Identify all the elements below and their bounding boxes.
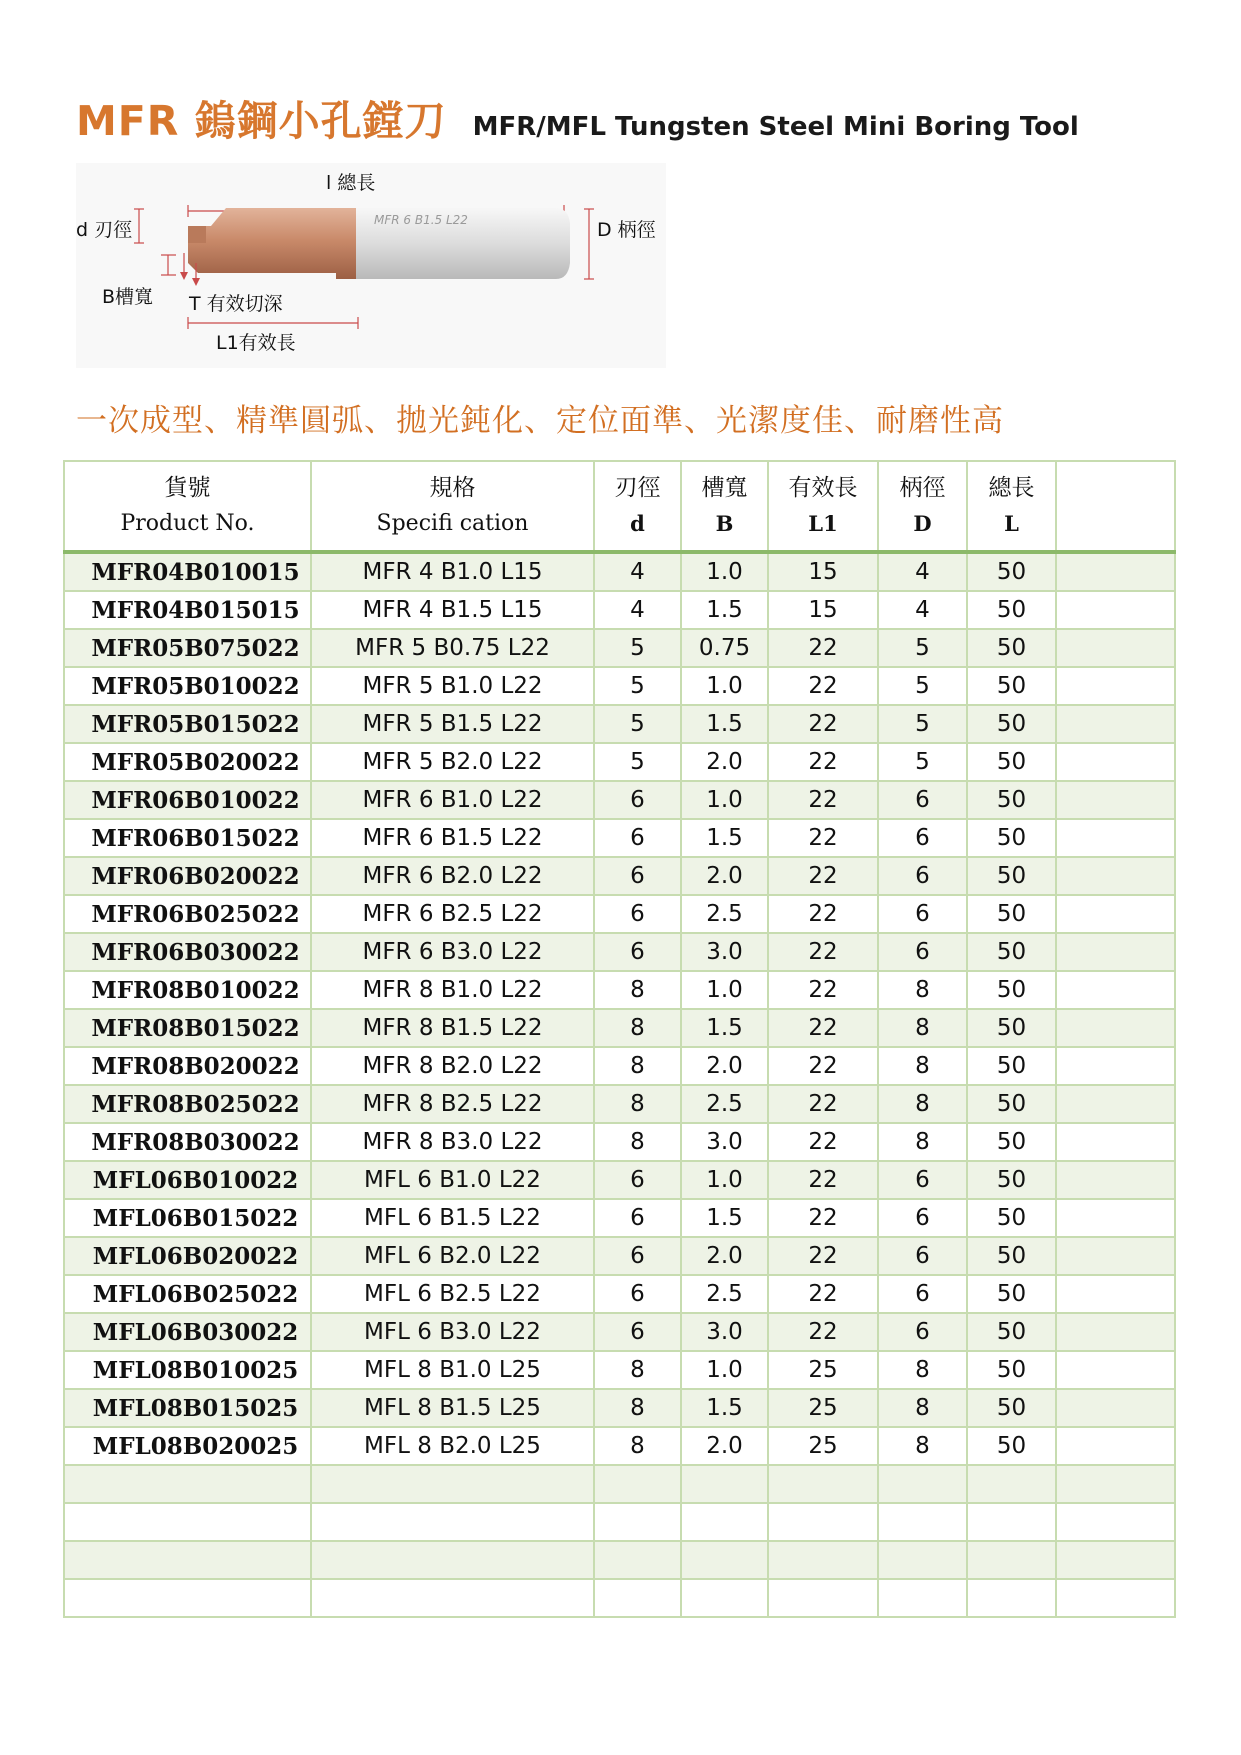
table-row	[64, 1199, 1175, 1237]
cell-specification: MFL 6 B1.5 L22	[311, 1199, 594, 1237]
cell-d: 6	[594, 1199, 681, 1237]
label-cutting-diameter: d 刃徑	[76, 219, 133, 241]
cell-d: 6	[594, 1161, 681, 1199]
cell-product-no: MFR06B015022	[64, 819, 311, 857]
cell-extra	[1056, 1465, 1175, 1503]
cell-product-no	[64, 1465, 311, 1503]
cell-specification: MFL 6 B2.0 L22	[311, 1237, 594, 1275]
cell-l1: 15	[768, 552, 878, 591]
cell-b	[681, 1579, 768, 1617]
cell-shank-d: 8	[878, 1427, 967, 1465]
cell-b: 1.5	[681, 705, 768, 743]
cell-l: 50	[967, 705, 1056, 743]
cell-shank-d: 5	[878, 743, 967, 781]
table-row	[64, 705, 1175, 743]
cell-extra	[1056, 1275, 1175, 1313]
cell-shank-d: 6	[878, 1237, 967, 1275]
cell-specification: MFR 6 B1.0 L22	[311, 781, 594, 819]
cell-product-no: MFR06B010022	[64, 781, 311, 819]
cell-d: 8	[594, 1351, 681, 1389]
cell-specification: MFR 8 B3.0 L22	[311, 1123, 594, 1161]
cell-l1	[768, 1465, 878, 1503]
cell-l: 50	[967, 781, 1056, 819]
table-row	[64, 1237, 1175, 1275]
cell-product-no: MFR04B010015	[64, 552, 311, 591]
cell-l: 50	[967, 1427, 1056, 1465]
cell-b: 2.5	[681, 1275, 768, 1313]
cell-product-no: MFR05B075022	[64, 629, 311, 667]
cell-specification: MFR 6 B2.0 L22	[311, 857, 594, 895]
cell-specification: MFR 4 B1.5 L15	[311, 591, 594, 629]
cell-b: 3.0	[681, 933, 768, 971]
cell-d: 8	[594, 1009, 681, 1047]
table-row	[64, 1123, 1175, 1161]
cell-product-no: MFL06B020022	[64, 1237, 311, 1275]
cell-shank-d: 6	[878, 933, 967, 971]
cell-l: 50	[967, 591, 1056, 629]
cell-extra	[1056, 1047, 1175, 1085]
cell-specification: MFR 5 B2.0 L22	[311, 743, 594, 781]
cell-extra	[1056, 591, 1175, 629]
cell-product-no: MFR05B020022	[64, 743, 311, 781]
cell-shank-d: 6	[878, 1199, 967, 1237]
cell-b: 2.0	[681, 1047, 768, 1085]
table-header-row	[64, 461, 1175, 552]
table-row	[64, 1351, 1175, 1389]
cell-l: 50	[967, 1085, 1056, 1123]
cell-extra	[1056, 1389, 1175, 1427]
cell-d: 6	[594, 819, 681, 857]
cell-b: 1.5	[681, 591, 768, 629]
cell-d: 5	[594, 667, 681, 705]
label-effective-length: L1有效長	[216, 332, 296, 354]
tool-dimension-diagram	[76, 163, 666, 368]
cell-shank-d: 5	[878, 629, 967, 667]
cell-shank-d: 6	[878, 1313, 967, 1351]
cell-product-no: MFL08B015025	[64, 1389, 311, 1427]
table-row	[64, 552, 1175, 591]
cell-l	[967, 1503, 1056, 1541]
cell-shank-d: 8	[878, 1047, 967, 1085]
cell-b: 0.75	[681, 629, 768, 667]
cell-shank-d: 6	[878, 781, 967, 819]
cell-shank-d: 5	[878, 667, 967, 705]
cell-extra	[1056, 1579, 1175, 1617]
cell-l: 50	[967, 933, 1056, 971]
cell-shank-d	[878, 1503, 967, 1541]
cell-b: 1.0	[681, 1351, 768, 1389]
cell-d	[594, 1465, 681, 1503]
cell-specification: MFL 8 B1.5 L25	[311, 1389, 594, 1427]
cell-specification	[311, 1541, 594, 1579]
header-overall-length: 總長 L	[967, 461, 1056, 552]
cell-l: 50	[967, 1047, 1056, 1085]
cell-d	[594, 1579, 681, 1617]
cell-product-no	[64, 1579, 311, 1617]
cell-shank-d: 4	[878, 591, 967, 629]
cell-specification: MFR 5 B1.0 L22	[311, 667, 594, 705]
cell-extra	[1056, 1541, 1175, 1579]
cell-l1: 25	[768, 1427, 878, 1465]
cell-specification	[311, 1579, 594, 1617]
cell-specification: MFR 5 B0.75 L22	[311, 629, 594, 667]
cell-d: 5	[594, 743, 681, 781]
cell-b: 1.0	[681, 667, 768, 705]
table-body	[64, 552, 1175, 1617]
table-row	[64, 857, 1175, 895]
cell-shank-d	[878, 1465, 967, 1503]
cell-product-no: MFL06B010022	[64, 1161, 311, 1199]
cell-l: 50	[967, 1161, 1056, 1199]
cell-specification: MFR 8 B1.5 L22	[311, 1009, 594, 1047]
cell-l1: 22	[768, 1313, 878, 1351]
cell-extra	[1056, 819, 1175, 857]
table-row	[64, 1275, 1175, 1313]
cell-l: 50	[967, 1351, 1056, 1389]
title-english: MFR/MFL Tungsten Steel Mini Boring Tool	[472, 112, 1079, 142]
cell-product-no	[64, 1503, 311, 1541]
table-row	[64, 743, 1175, 781]
cell-d: 4	[594, 591, 681, 629]
cell-l1: 22	[768, 1161, 878, 1199]
cell-shank-d: 6	[878, 1161, 967, 1199]
cell-l: 50	[967, 1313, 1056, 1351]
table-row	[64, 1465, 1175, 1503]
cell-extra	[1056, 1237, 1175, 1275]
cell-l: 50	[967, 895, 1056, 933]
cell-l: 50	[967, 629, 1056, 667]
cell-d	[594, 1541, 681, 1579]
cell-l: 50	[967, 1199, 1056, 1237]
cell-extra	[1056, 705, 1175, 743]
cell-product-no: MFR06B020022	[64, 857, 311, 895]
cell-extra	[1056, 1199, 1175, 1237]
cell-b	[681, 1465, 768, 1503]
cell-l1: 22	[768, 819, 878, 857]
cell-product-no: MFR06B025022	[64, 895, 311, 933]
cell-b: 1.5	[681, 1389, 768, 1427]
cell-extra	[1056, 1351, 1175, 1389]
cell-l1	[768, 1579, 878, 1617]
cell-shank-d: 5	[878, 705, 967, 743]
table-row	[64, 629, 1175, 667]
cell-specification: MFL 8 B2.0 L25	[311, 1427, 594, 1465]
cell-l1: 22	[768, 667, 878, 705]
cell-shank-d: 6	[878, 819, 967, 857]
table-row	[64, 1085, 1175, 1123]
cell-specification: MFR 6 B1.5 L22	[311, 819, 594, 857]
table-row	[64, 781, 1175, 819]
cell-b: 1.0	[681, 781, 768, 819]
table-row	[64, 1009, 1175, 1047]
cell-extra	[1056, 629, 1175, 667]
cell-l: 50	[967, 552, 1056, 591]
cell-b: 3.0	[681, 1313, 768, 1351]
shank-engraving: MFR 6 B1.5 L22	[374, 213, 468, 227]
cell-l1: 22	[768, 1275, 878, 1313]
cell-l: 50	[967, 1237, 1056, 1275]
cell-b: 2.5	[681, 895, 768, 933]
cell-product-no: MFL06B025022	[64, 1275, 311, 1313]
cell-l: 50	[967, 667, 1056, 705]
cell-shank-d: 8	[878, 1123, 967, 1161]
cell-l: 50	[967, 743, 1056, 781]
cell-l1: 22	[768, 781, 878, 819]
cell-shank-d: 6	[878, 895, 967, 933]
header-groove-width: 槽寬 B	[681, 461, 768, 552]
cell-d: 8	[594, 1085, 681, 1123]
cell-b	[681, 1541, 768, 1579]
cell-b: 1.0	[681, 552, 768, 591]
cell-product-no: MFR08B010022	[64, 971, 311, 1009]
table-row	[64, 1503, 1175, 1541]
cell-l1: 22	[768, 857, 878, 895]
cell-l: 50	[967, 971, 1056, 1009]
header-product-no: 貨號 Product No.	[64, 461, 311, 552]
cell-specification: MFL 6 B2.5 L22	[311, 1275, 594, 1313]
cell-extra	[1056, 743, 1175, 781]
cell-shank-d: 8	[878, 971, 967, 1009]
cell-d: 6	[594, 1275, 681, 1313]
cell-specification	[311, 1503, 594, 1541]
cell-d: 6	[594, 933, 681, 971]
table-row	[64, 971, 1175, 1009]
cell-d	[594, 1503, 681, 1541]
cell-product-no: MFL06B015022	[64, 1199, 311, 1237]
cell-l: 50	[967, 857, 1056, 895]
label-shank-diameter: D 柄徑	[597, 219, 656, 241]
cell-shank-d: 6	[878, 1275, 967, 1313]
label-cutting-depth: T 有效切深	[189, 293, 283, 315]
cell-extra	[1056, 971, 1175, 1009]
cell-specification: MFL 6 B3.0 L22	[311, 1313, 594, 1351]
cell-shank-d: 6	[878, 857, 967, 895]
cell-d: 8	[594, 1123, 681, 1161]
cell-b: 1.5	[681, 819, 768, 857]
cell-shank-d: 4	[878, 552, 967, 591]
cell-specification: MFL 8 B1.0 L25	[311, 1351, 594, 1389]
cell-l	[967, 1541, 1056, 1579]
header-specification: 規格 Specifi cation	[311, 461, 594, 552]
spec-table	[63, 460, 1176, 1618]
table-row	[64, 591, 1175, 629]
cell-l1: 22	[768, 895, 878, 933]
cell-specification: MFR 5 B1.5 L22	[311, 705, 594, 743]
table-row	[64, 667, 1175, 705]
cell-extra	[1056, 857, 1175, 895]
cell-b: 1.5	[681, 1009, 768, 1047]
cell-d: 8	[594, 1427, 681, 1465]
label-groove-width: B槽寬	[102, 286, 154, 308]
cell-shank-d: 8	[878, 1009, 967, 1047]
cell-specification: MFR 8 B2.5 L22	[311, 1085, 594, 1123]
cell-l1: 22	[768, 1123, 878, 1161]
cell-l1: 22	[768, 1009, 878, 1047]
cell-product-no: MFL08B020025	[64, 1427, 311, 1465]
cell-specification: MFR 8 B2.0 L22	[311, 1047, 594, 1085]
cell-extra	[1056, 1085, 1175, 1123]
cell-product-no: MFR08B015022	[64, 1009, 311, 1047]
cell-d: 8	[594, 1047, 681, 1085]
table-row	[64, 933, 1175, 971]
cell-l1: 15	[768, 591, 878, 629]
cell-l1: 22	[768, 971, 878, 1009]
cell-d: 6	[594, 895, 681, 933]
cell-specification: MFR 6 B3.0 L22	[311, 933, 594, 971]
cell-l	[967, 1465, 1056, 1503]
cell-b: 1.0	[681, 1161, 768, 1199]
cell-d: 6	[594, 1313, 681, 1351]
cell-d: 6	[594, 781, 681, 819]
cell-d: 4	[594, 552, 681, 591]
cell-d: 8	[594, 971, 681, 1009]
page-title	[76, 88, 1079, 144]
cell-specification: MFR 4 B1.0 L15	[311, 552, 594, 591]
cell-shank-d: 8	[878, 1085, 967, 1123]
cell-b: 2.0	[681, 1427, 768, 1465]
cell-product-no: MFR06B030022	[64, 933, 311, 971]
cell-extra	[1056, 1427, 1175, 1465]
cell-d: 6	[594, 1237, 681, 1275]
cell-l1: 22	[768, 1237, 878, 1275]
table-row	[64, 1427, 1175, 1465]
table-row	[64, 1389, 1175, 1427]
cell-extra	[1056, 933, 1175, 971]
cell-d: 5	[594, 629, 681, 667]
cell-product-no: MFR04B015015	[64, 591, 311, 629]
cell-l: 50	[967, 1009, 1056, 1047]
cell-extra	[1056, 1161, 1175, 1199]
cell-extra	[1056, 667, 1175, 705]
cell-extra	[1056, 1503, 1175, 1541]
cell-product-no: MFR05B015022	[64, 705, 311, 743]
cell-specification	[311, 1465, 594, 1503]
table-row	[64, 1313, 1175, 1351]
cell-extra	[1056, 552, 1175, 591]
cell-product-no: MFR08B030022	[64, 1123, 311, 1161]
cell-extra	[1056, 1313, 1175, 1351]
table-row	[64, 1541, 1175, 1579]
cell-extra	[1056, 781, 1175, 819]
header-effective-length: 有效長 L1	[768, 461, 878, 552]
cell-l	[967, 1579, 1056, 1617]
cell-b: 3.0	[681, 1123, 768, 1161]
cell-extra	[1056, 895, 1175, 933]
cell-l: 50	[967, 1389, 1056, 1427]
cell-shank-d: 8	[878, 1351, 967, 1389]
cell-l1: 22	[768, 1199, 878, 1237]
cell-specification: MFR 8 B1.0 L22	[311, 971, 594, 1009]
cell-d: 5	[594, 705, 681, 743]
cell-b: 1.5	[681, 1199, 768, 1237]
cell-l: 50	[967, 819, 1056, 857]
table-row	[64, 895, 1175, 933]
cell-l1	[768, 1503, 878, 1541]
cell-l1: 25	[768, 1351, 878, 1389]
cell-b: 2.0	[681, 743, 768, 781]
table-row	[64, 819, 1175, 857]
cell-product-no: MFL08B010025	[64, 1351, 311, 1389]
label-overall-length: l 總長	[326, 172, 376, 194]
table-row	[64, 1161, 1175, 1199]
cell-l: 50	[967, 1275, 1056, 1313]
cell-l1: 22	[768, 1085, 878, 1123]
cell-l1: 22	[768, 629, 878, 667]
cell-l1: 22	[768, 743, 878, 781]
cell-specification: MFR 6 B2.5 L22	[311, 895, 594, 933]
cell-product-no: MFR08B025022	[64, 1085, 311, 1123]
cell-product-no: MFR05B010022	[64, 667, 311, 705]
cell-l1: 25	[768, 1389, 878, 1427]
cell-shank-d	[878, 1579, 967, 1617]
cell-d: 6	[594, 857, 681, 895]
cell-product-no: MFL06B030022	[64, 1313, 311, 1351]
header-cutting-diameter: 刃徑 d	[594, 461, 681, 552]
cell-l1: 22	[768, 933, 878, 971]
cell-product-no: MFR08B020022	[64, 1047, 311, 1085]
cell-extra	[1056, 1123, 1175, 1161]
cell-specification: MFL 6 B1.0 L22	[311, 1161, 594, 1199]
cell-extra	[1056, 1009, 1175, 1047]
cell-d: 8	[594, 1389, 681, 1427]
cell-b: 1.0	[681, 971, 768, 1009]
cell-l1: 22	[768, 1047, 878, 1085]
cell-b: 2.5	[681, 1085, 768, 1123]
cell-shank-d	[878, 1541, 967, 1579]
header-blank	[1056, 461, 1175, 552]
cell-b: 2.0	[681, 857, 768, 895]
cell-l: 50	[967, 1123, 1056, 1161]
cell-product-no	[64, 1541, 311, 1579]
feature-slogan: 一次成型、精準圓弧、拋光鈍化、定位面準、光潔度佳、耐磨性高	[76, 403, 1004, 439]
title-chinese: MFR 鎢鋼小孔鏜刀	[76, 97, 447, 145]
cell-b: 2.0	[681, 1237, 768, 1275]
cell-l1	[768, 1541, 878, 1579]
cell-l1: 22	[768, 705, 878, 743]
table-row	[64, 1579, 1175, 1617]
header-shank-diameter: 柄徑 D	[878, 461, 967, 552]
cell-b	[681, 1503, 768, 1541]
cell-shank-d: 8	[878, 1389, 967, 1427]
table-row	[64, 1047, 1175, 1085]
